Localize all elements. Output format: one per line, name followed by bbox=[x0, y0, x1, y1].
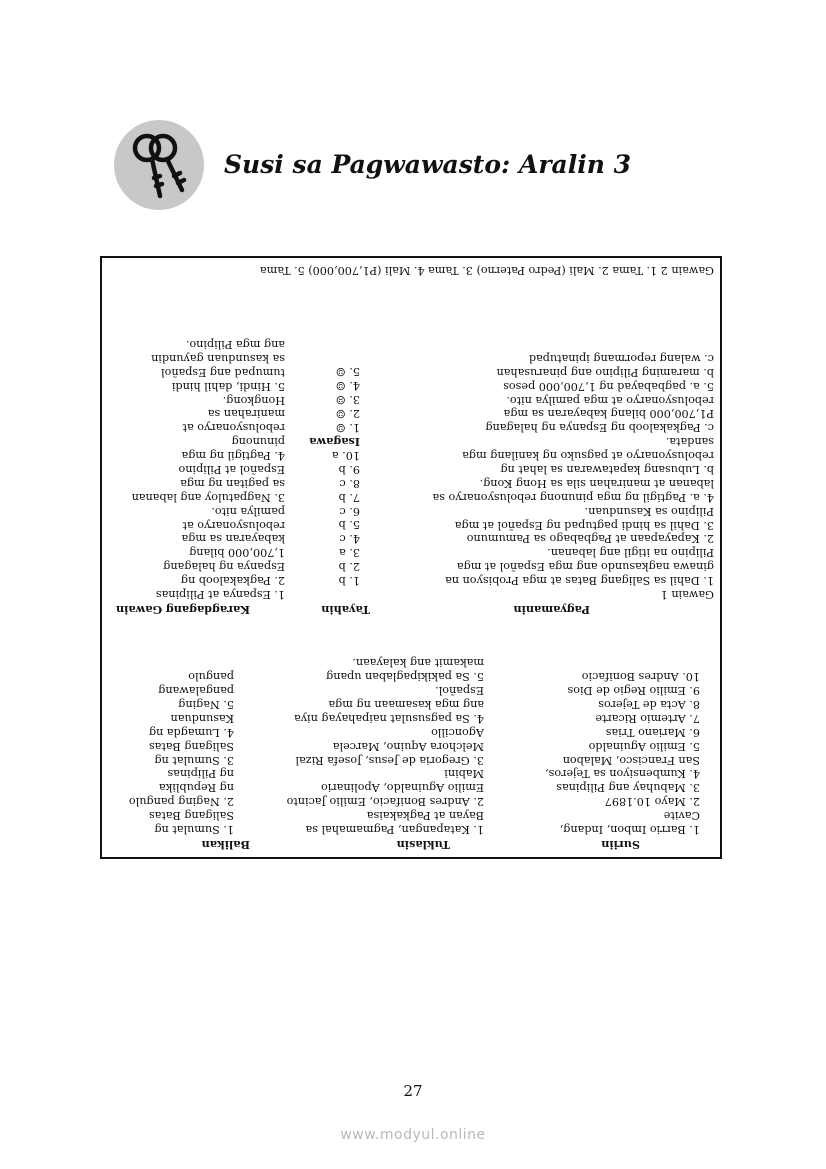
balikan-header: Balikan bbox=[201, 838, 250, 852]
karagdagang-line: pinunong bbox=[231, 435, 285, 449]
balikan-line: 2. Mayo 10.1897 bbox=[604, 795, 700, 809]
pagyamanin-line: rebolusyonaryo at pagsuko ng kanilang mga bbox=[462, 449, 714, 463]
karagdagang-line: Espanya ng halagang bbox=[163, 560, 285, 574]
karagdagang-line: tumupad ang Español bbox=[161, 365, 285, 379]
suriin-line: 3. Sumulat ng bbox=[154, 753, 234, 767]
suriin-line: Saligang Batas bbox=[148, 739, 234, 753]
karagdagang-line: 1,700,000 bilang bbox=[189, 546, 285, 560]
suriin-line: 2. Naging pangulo bbox=[128, 795, 234, 809]
tuklasin-line: Mabini bbox=[444, 767, 484, 781]
tayahin-line: 1. b bbox=[338, 574, 360, 587]
suriin-line: ng Pilipinas bbox=[167, 767, 234, 781]
balikan-line: 3. Mabuhay ang Pilipinas bbox=[556, 781, 700, 795]
tayahin-line: 7. b bbox=[338, 490, 360, 504]
isagawa-line: 2. ☺ bbox=[335, 407, 360, 421]
suriin-line: ng Republika bbox=[158, 781, 234, 795]
answer-key-box bbox=[100, 256, 722, 859]
isagawa-line: 5. ☺ bbox=[335, 365, 360, 379]
pagyamanin-line: rebolusyonaryo at mga pamilya nito. bbox=[506, 393, 714, 407]
pagyamanin-line: c. Pagkakaloob ng Espanya ng halagang bbox=[485, 421, 714, 435]
pagyamanin-line: c. walang repormang ipinatupad bbox=[528, 351, 714, 365]
karagdagang-line: ang mga Pilipino. bbox=[186, 337, 285, 351]
pagyamanin-line: Pilipino na itigil ang labanan. bbox=[547, 546, 714, 560]
tuklasin-line: makamit ang kalayaan. bbox=[352, 656, 484, 670]
tayahin-line: 9. b bbox=[338, 462, 360, 476]
tuklasin-line: Melchora Aquino, Marcela bbox=[332, 739, 484, 753]
suriin-line: 5. Naging bbox=[178, 697, 234, 711]
karagdagang-line: sa kasunduan gayundin bbox=[151, 351, 285, 365]
pagyamanin-line: 2. Kapayapaan at Pagbabago sa Pamumuno bbox=[466, 532, 714, 546]
pagyamanin-line: sandata. bbox=[665, 435, 714, 449]
page-title: Susi sa Pagwawasto: Aralin 3 bbox=[224, 150, 631, 179]
balikan-line: 10. Andres Bonifacio bbox=[581, 670, 700, 684]
pagyamanin-line: Gawain 1 bbox=[660, 588, 714, 601]
gawain2-line: Gawain 2 1. Tama 2. Mali (Pedro Paterno) 3. Tama 4. Mali (P1,700,000) 5. Tama bbox=[259, 264, 714, 277]
pagyamanin-line: labanan at manirahan sila sa Hong Kong. bbox=[479, 476, 714, 490]
pagyamanin-line: Pilipino sa Kasunduan. bbox=[584, 504, 714, 518]
karagdagang-line: rebolusyonaryo at bbox=[182, 421, 285, 435]
karagdagang-line: Hongkong. bbox=[222, 393, 285, 407]
answer-key-rotated bbox=[102, 258, 720, 857]
isagawa-line: 3. ☹ bbox=[335, 393, 360, 407]
karagdagang-line: 2. Pagkakaloob ng bbox=[180, 574, 285, 588]
karagdagang-line: kabayaran sa mga bbox=[181, 532, 285, 546]
balikan-list bbox=[545, 669, 700, 836]
tayahin-line: 2. b bbox=[338, 560, 360, 574]
pagyamanin-header: Pagyamanin bbox=[513, 603, 590, 617]
balikan-line: 5. Emilio Aguinaldo bbox=[588, 739, 700, 753]
tayahin-line: 10. a bbox=[331, 448, 360, 462]
keys-icon bbox=[114, 120, 204, 210]
suriin-header: Suriin bbox=[601, 838, 640, 852]
isagawa-header: Isagawa bbox=[309, 435, 360, 449]
isagawa-line: 4. ☺ bbox=[335, 379, 360, 393]
tuklasin-list bbox=[287, 655, 484, 836]
tuklasin-line: ang mga kasamaan ng mga bbox=[328, 697, 484, 711]
tuklasin-line: 1. Katapangan, Pagmamahal sa bbox=[305, 823, 484, 836]
karagdagang-line: 3. Nagpatuloy ang labanan bbox=[131, 490, 285, 504]
pagyamanin-line: 3. Dahil sa hindi pagtupad ng Español at mga bbox=[454, 518, 714, 532]
balikan-line: 8. Acta de Tejeros bbox=[598, 697, 700, 711]
balikan-line: 1. Barrio Imbon, Indang, bbox=[559, 823, 700, 836]
tuklasin-line: Bayan at Pagkakaisa bbox=[366, 809, 484, 823]
suriin-line: pangalawang bbox=[158, 684, 234, 698]
balikan-line: 4. Kumbensiyon sa Tejeros, bbox=[545, 767, 700, 781]
karagdagang-gawain-list bbox=[132, 337, 285, 601]
tuklasin-line: Emilio Aguinaldo, Apolinario bbox=[321, 781, 484, 795]
tayahin-line: 3. a bbox=[339, 546, 360, 560]
tuklasin-line: Agoncillo bbox=[431, 725, 484, 739]
suriin-line: 1. Sumulat ng bbox=[154, 823, 234, 836]
page-number: 27 bbox=[403, 1082, 423, 1100]
pagyamanin-line: 4. a. Pagtigil ng mga pinunong rebolusyonaryo sa bbox=[432, 490, 714, 504]
pagyamanin-line: 1. Dahil sa Saligang Batas at mga Probisyon na bbox=[445, 574, 714, 588]
suriin-line: 4. Lumagda ng bbox=[148, 725, 234, 739]
karagdagang-line: 5. Hindi, dahil hindi bbox=[171, 379, 285, 393]
balikan-line: San Francisco, Malabon bbox=[562, 753, 700, 767]
tayahin-line: 5. b bbox=[338, 518, 360, 532]
tuklasin-line: 2. Andres Bonifacio, Emilio Jacinto bbox=[286, 795, 484, 809]
pagyamanin-line: P1,700,000 bilang kabayaran sa mga bbox=[503, 407, 714, 421]
tayahin-line: 6. c bbox=[339, 504, 360, 518]
tuklasin-line: 4. Sa pagsusulat naipahayag niya bbox=[294, 711, 484, 725]
balikan-line: 9. Emilio Regio de Dios bbox=[567, 684, 700, 698]
pagyamanin-list bbox=[433, 351, 714, 601]
isagawa-line: 1. ☺ bbox=[335, 421, 360, 434]
pagyamanin-line: b. maraming Pilipino ang pinarusahan bbox=[496, 365, 714, 379]
balikan-line: Cavite bbox=[663, 809, 700, 823]
pagyamanin-line: 5. a. pagbabayad ng 1,700,000 pesos bbox=[503, 379, 714, 393]
karagdagang-line: rebolusyonaryo at bbox=[182, 518, 285, 532]
isagawa-list bbox=[336, 365, 360, 434]
suriin-list bbox=[129, 669, 234, 836]
suriin-line: pangulo bbox=[188, 670, 234, 684]
tuklasin-line: 5. Sa pakikipaglaban upang bbox=[326, 670, 484, 684]
karagdagang-line: sa pagitan ng mga bbox=[180, 476, 285, 490]
karagdagang-gawain-header: Karagdagang Gawain bbox=[116, 603, 250, 617]
tuklasin-line: Español. bbox=[435, 684, 484, 698]
tayahin-line: 4. c bbox=[339, 532, 360, 546]
karagdagang-line: manirahan sa bbox=[207, 407, 285, 421]
karagdagang-line: Español at Pilipino bbox=[178, 462, 285, 476]
suriin-line: Saligang Batas bbox=[148, 809, 234, 823]
tayahin-line: 8. c bbox=[339, 476, 360, 490]
karagdagang-line: pamilya nito. bbox=[211, 504, 285, 518]
tuklasin-line: 3. Gregoria de Jesus, Josefa Rizal bbox=[295, 753, 484, 767]
pagyamanin-line: b. Lubusang kapatawaran sa lahat ng bbox=[500, 462, 714, 476]
tuklasin-header: Tuklasin bbox=[396, 838, 450, 852]
balikan-line: 6. Mariano Trias bbox=[605, 725, 700, 739]
watermark: www.modyul.online bbox=[340, 1127, 486, 1143]
suriin-line: Kasunduan bbox=[170, 711, 234, 725]
tayahin-list bbox=[332, 448, 360, 587]
karagdagang-line: 4. Pagtigil ng mga bbox=[181, 449, 285, 463]
balikan-line: 7. Artemio Ricarte bbox=[595, 711, 700, 725]
tayahin-header: Tayahin bbox=[321, 603, 370, 617]
karagdagang-line: 1. Espanya at Pilipinas bbox=[155, 588, 285, 601]
pagyamanin-line: ginawa nagkasundo ang mga Español at mga bbox=[456, 560, 714, 574]
